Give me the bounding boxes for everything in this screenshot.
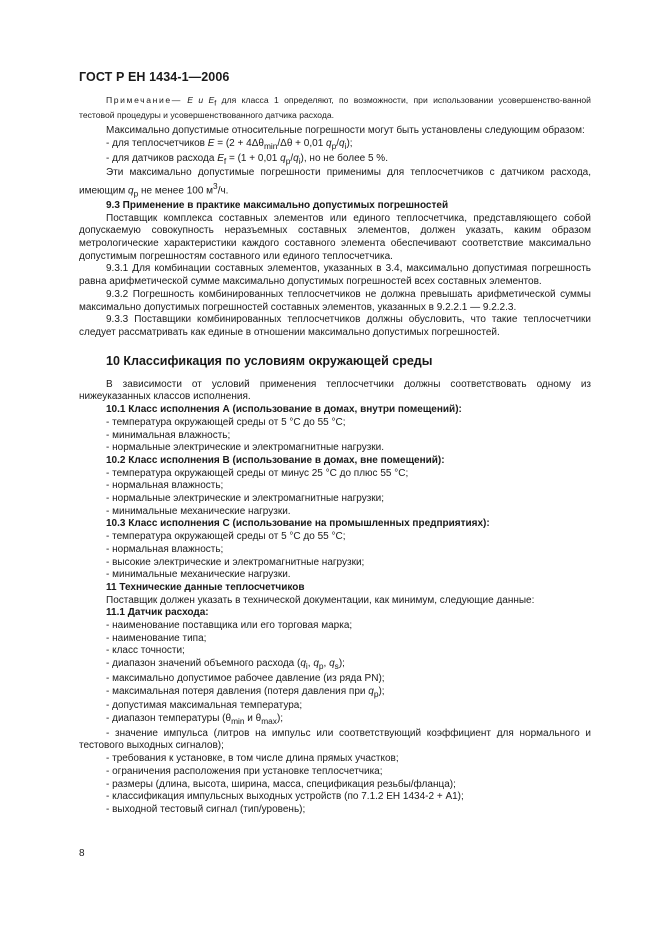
formula-heat-meter-qi-sub: i: [344, 140, 347, 151]
section-10-intro: В зависимости от условий применения теплосчетчики должны соответствовать одному из нижеуказанных классов исполнения.: [79, 378, 591, 403]
formula-heat-meter-qp-sub: p: [331, 140, 337, 151]
pressure-loss-item: [79, 686, 591, 701]
list-item: - температура окружающей среды от 5 °С до 55 °С;: [106, 531, 346, 543]
section-9-3-paragraph: Поставщик комплекса составных элементов или единого теплосчетчика, представляющего собой допускаемую совокупность неразъемных составных элементов, должен указать, каким образом метрологические характеристики каждого составного элемента обеспечивают соответствие максимально допустимым погрешностям составного или единого теплосчетчика.: [79, 212, 591, 262]
list-item: - нормальная влажность;: [106, 480, 224, 492]
list-item: - минимальные механические нагрузки.: [106, 569, 291, 581]
formula-heat-meter-text: - для теплосчетчиков: [106, 137, 208, 149]
flow-range-sep-2: ,: [323, 658, 330, 670]
flow-range-qi: q: [300, 658, 306, 670]
document-body: [79, 95, 591, 817]
flow-range-qs-sub: s: [334, 661, 339, 672]
applicability-text-a: Эти максимально допустимые погрешности применимы для теплосчетчиков с датчиком расхода, имеющим: [79, 167, 591, 197]
temperature-range-mid: и θ: [244, 712, 262, 724]
formula-heat-meter-b: = (2 + 4Δθ: [214, 137, 264, 149]
list-item: - максимально допустимое рабочее давление (из ряда PN);: [106, 672, 385, 684]
list-item: - нормальные электрические и электромагнитные нагрузки.: [106, 442, 385, 454]
flow-range-qs: q: [329, 658, 335, 670]
list-item: - нормальная влажность;: [106, 543, 224, 555]
applicability-q: q: [128, 185, 134, 197]
flow-range-end: );: [338, 658, 345, 670]
formula-flow-c: /: [290, 152, 294, 164]
formula-heat-meter-c: /Δθ + 0,01: [277, 137, 327, 149]
temperature-range-end: );: [276, 712, 284, 724]
note-text-b: для класса 1 определяют, по возможности, при использовании усовершенство-ванной тестовой процедуры и усовершенствованного датчика расхода.: [79, 95, 591, 120]
temperature-range-min: min: [231, 715, 245, 726]
clause-9-3-1: 9.3.1 Для комбинации составных элементов, указанных в 3.4, максимально допустимая погрешность равна арифметической сумме максимально допустимых погрешностей всех составных элементов.: [79, 263, 591, 288]
section-11-1-title: 11.1 Датчик расхода:: [106, 607, 209, 619]
list-item: - высокие электрические и электромагнитные нагрузки;: [106, 556, 365, 568]
formula-flow-qi-sub: i: [298, 155, 301, 166]
note-ef: Е: [208, 95, 215, 105]
note-ef-sub: f: [214, 99, 217, 108]
formula-flow-qp-sub: p: [285, 155, 291, 166]
pulse-value-item: - значение импульса (литров на импульс или соответствующий коэффициент для нормального и тестового выходных сигналов);: [79, 727, 591, 752]
list-item: - минимальные механические нагрузки.: [106, 505, 291, 517]
formula-heat-meter-qi: q: [339, 137, 345, 149]
pressure-loss-end: );: [378, 685, 385, 697]
flow-range-text: - диапазон значений объемного расхода (: [106, 658, 301, 670]
list-item: - требования к установке, в том числе длина прямых участков;: [106, 753, 399, 765]
paragraph-applicability: [79, 167, 591, 200]
list-item: - размеры (длина, высота, ширина, масса, спецификация резьбы/фланца);: [106, 778, 456, 790]
formula-heat-meter-d: /: [336, 137, 340, 149]
formula-flow-text: - для датчиков расхода: [106, 152, 218, 164]
class-a-title: 10.1 Класс исполнения А (использование в домах, внутри помещений):: [106, 404, 462, 416]
list-item: - наименование типа;: [106, 632, 207, 644]
document-header: ГОСТ Р ЕН 1434-1—2006: [79, 70, 230, 84]
formula-flow-e: Е: [217, 152, 224, 164]
list-item: - допустимая максимальная температура;: [106, 700, 303, 712]
formula-heat-meter-end: );: [346, 137, 353, 149]
note-paragraph: [79, 95, 591, 121]
list-item: - наименование поставщика или его торговая марка;: [106, 620, 353, 632]
applicability-sup: 3: [213, 180, 218, 191]
formula-heat-meter-e: Е: [207, 137, 215, 149]
flow-range-qp: q: [313, 658, 319, 670]
formula-heat-meter-qp: q: [326, 137, 332, 149]
paragraph-limits-intro: Максимально допустимые относительные погрешности могут быть установлены следующим образом:: [106, 125, 585, 137]
temperature-range-text: - диапазон температуры (θ: [106, 712, 232, 724]
applicability-text-c: /ч.: [217, 185, 229, 197]
list-item: - температура окружающей среды от 5 °С до 55 °С;: [106, 416, 346, 428]
formula-flow-b: = (1 + 0,01: [226, 152, 281, 164]
note-text-a: Е и: [181, 95, 209, 105]
section-10-title: 10 Классификация по условиям окружающей среды: [106, 353, 433, 368]
list-item: - выходной тестовый сигнал (тип/уровень);: [106, 803, 306, 815]
formula-flow-e-sub: f: [223, 155, 227, 166]
list-item: - минимальная влажность;: [106, 429, 231, 441]
list-item: - классификация импульсных выходных устройств (по 7.1.2 ЕН 1434-2 + А1);: [106, 791, 464, 803]
section-9-3-title: 9.3 Применение в практике максимально допустимых погрешностей: [106, 199, 449, 211]
list-item: - класс точности;: [106, 645, 185, 657]
applicability-text-b: не менее 100 м: [138, 185, 214, 197]
flow-range-qp-sub: p: [318, 661, 324, 672]
formula-flow-end: ), но не более 5 %.: [300, 152, 388, 164]
formula-heat-meter-min: min: [263, 140, 278, 151]
list-item: - температура окружающей среды от минус 25 °С до плюс 55 °С;: [106, 467, 409, 479]
class-c-title: 10.3 Класс исполнения С (использование на промышленных предприятиях):: [106, 518, 490, 530]
class-b-title: 10.2 Класс исполнения В (использование в домах, вне помещений):: [106, 454, 445, 466]
temperature-range-max: max: [261, 715, 277, 726]
formula-flow-qi: q: [293, 152, 299, 164]
formula-heat-meter: [79, 138, 591, 153]
clause-9-3-2: 9.3.2 Погрешность комбинированных теплосчетчиков не должна превышать арифметической суммы максимально допустимых погрешностей составных элементов, указанных в 9.2.2.1 — 9.2.2.3.: [79, 288, 591, 313]
clause-9-3-3: 9.3.3 Поставщики комбинированных теплосчетчиков должны обусловить, что такие теплосчетчики следует рассматривать как единые в отношении максимально допустимых погрешностей.: [79, 314, 591, 338]
formula-flow-qp: q: [280, 152, 286, 164]
pressure-loss-q-sub: p: [373, 688, 379, 699]
section-11-intro: Поставщик должен указать в технической документации, как минимум, следующие данные:: [106, 594, 535, 606]
list-item: - нормальные электрические и электромагнитные нагрузки;: [106, 493, 385, 505]
pressure-loss-q: q: [368, 685, 374, 697]
flow-range-item: [79, 658, 591, 673]
pressure-loss-text: - максимальная потеря давления (потеря давления при: [106, 685, 369, 697]
list-item: - ограничения расположения при установке теплосчетчика;: [106, 765, 383, 777]
flow-range-qi-sub: i: [305, 661, 308, 672]
note-label: Примечание—: [106, 95, 182, 105]
formula-flow-sensor: [79, 153, 591, 168]
temperature-range-item: [79, 713, 591, 728]
flow-range-sep-1: ,: [307, 658, 314, 670]
section-11-title: 11 Технические данные теплосчетчиков: [106, 581, 305, 593]
page-number: 8: [79, 848, 85, 859]
applicability-q-sub: p: [133, 188, 139, 199]
